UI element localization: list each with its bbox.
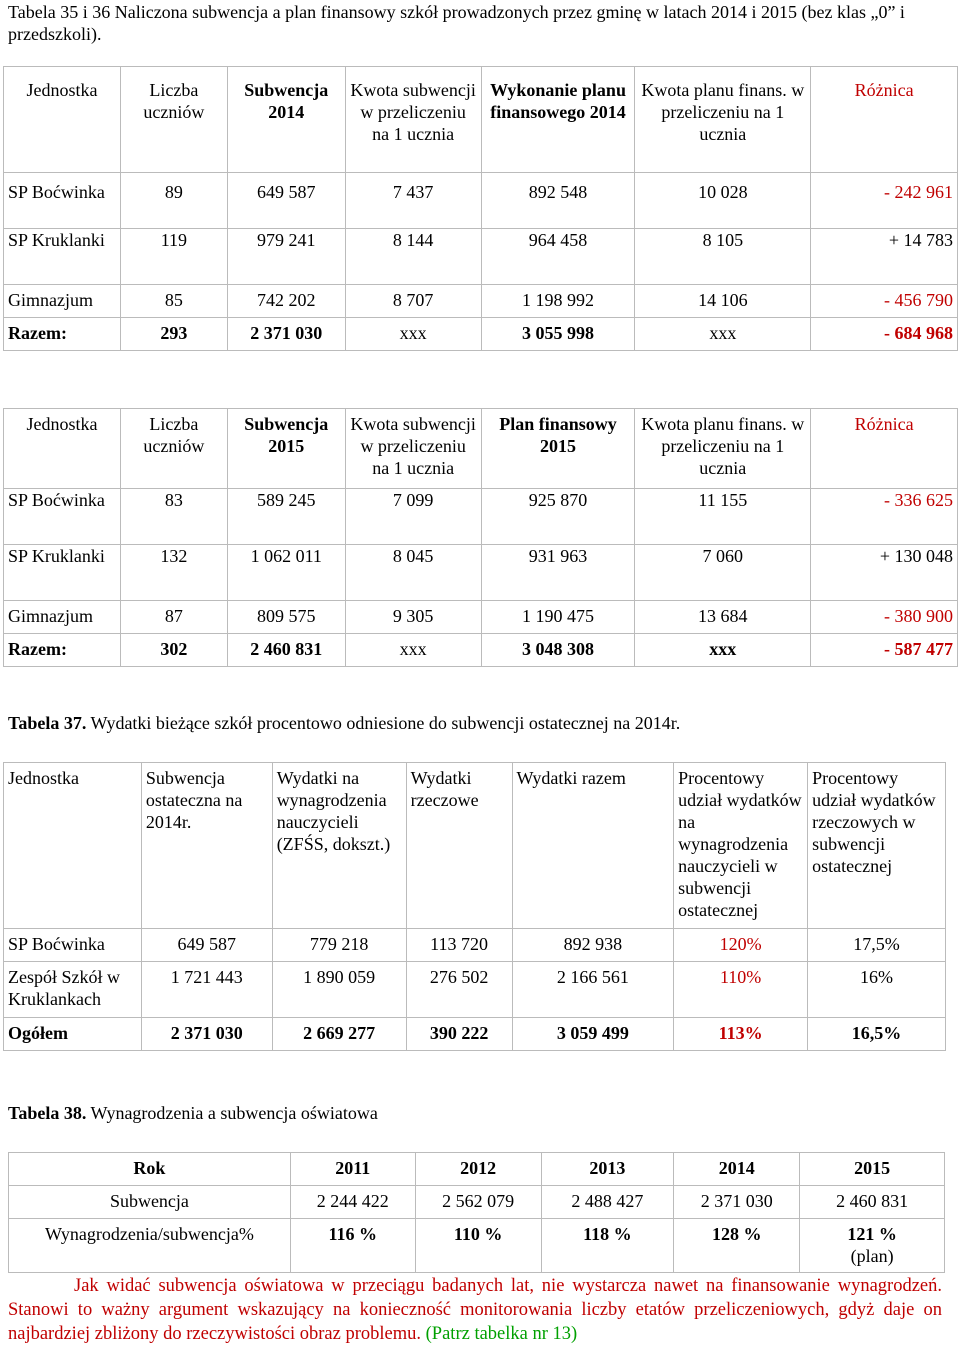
unit-cell: Ogółem bbox=[4, 1018, 142, 1051]
table-36 bbox=[3, 408, 958, 667]
caption-text: Wydatki bieżące szkół procentowo odniesione do subwencji ostatecznej na 2014r. bbox=[86, 713, 681, 733]
diff-cell: - 242 961 bbox=[811, 173, 958, 229]
conclusion-paragraph bbox=[8, 1274, 942, 1346]
document-title: Tabela 35 i 36 Naliczona subwencja a plan finansowy szkół prowadzonych przez gminę w latach 2014 i 2015 (bez klas „0” i przedszkoli). bbox=[8, 2, 905, 44]
header-cell: Subwencja ostateczna na 2014r. bbox=[141, 763, 272, 929]
plan-per-student-cell: xxx bbox=[635, 634, 811, 667]
subsidy-cell: 649 587 bbox=[141, 929, 272, 962]
table-row bbox=[4, 173, 958, 229]
header-cell: Plan finansowy 2015 bbox=[481, 409, 635, 489]
table-header-row bbox=[4, 763, 946, 929]
per-student-cell: 7 437 bbox=[345, 173, 481, 229]
unit-cell: Gimnazjum bbox=[4, 601, 121, 634]
table-row bbox=[9, 1219, 945, 1273]
unit-cell: SP Kruklanki bbox=[4, 545, 121, 601]
material-cell: 390 222 bbox=[406, 1018, 512, 1051]
per-student-cell: 8 144 bbox=[345, 229, 481, 285]
per-student-cell: xxx bbox=[345, 634, 481, 667]
header-cell: Liczba uczniów bbox=[120, 409, 227, 489]
unit-cell: SP Boćwinka bbox=[4, 489, 121, 545]
header-cell: Wydatki na wynagrodzenia nauczycieli (ZFŚS, dokszt.) bbox=[272, 763, 406, 929]
value-cell-2015 bbox=[800, 1219, 945, 1273]
plan-per-student-cell: 13 684 bbox=[635, 601, 811, 634]
plan-per-student-cell: 10 028 bbox=[635, 173, 811, 229]
header-cell: Wydatki rzeczowe bbox=[406, 763, 512, 929]
header-cell: Wykonanie planu finansowego 2014 bbox=[481, 67, 635, 173]
total-cell: 3 059 499 bbox=[512, 1018, 674, 1051]
subsidy-cell: 589 245 bbox=[227, 489, 345, 545]
diff-cell: + 130 048 bbox=[811, 545, 958, 601]
value-cell: 2 371 030 bbox=[674, 1186, 800, 1219]
salaries-cell: 1 890 059 bbox=[272, 962, 406, 1018]
value-cell: 2 488 427 bbox=[541, 1186, 674, 1219]
per-student-cell: 9 305 bbox=[345, 601, 481, 634]
header-cell: 2011 bbox=[290, 1153, 415, 1186]
diff-cell: - 684 968 bbox=[811, 318, 958, 351]
subsidy-cell: 1 721 443 bbox=[141, 962, 272, 1018]
unit-cell: SP Boćwinka bbox=[4, 173, 121, 229]
unit-cell: Razem: bbox=[4, 634, 121, 667]
table-header-row bbox=[9, 1153, 945, 1186]
plan-note: (plan) bbox=[850, 1246, 894, 1266]
header-cell: Liczba uczniów bbox=[120, 67, 227, 173]
unit-cell: Zespół Szkół w Kruklankach bbox=[4, 962, 142, 1018]
plan-cell: 1 198 992 bbox=[481, 285, 635, 318]
header-cell: Kwota subwencji w przeliczeniu na 1 ucznia bbox=[345, 409, 481, 489]
diff-cell: + 14 783 bbox=[811, 229, 958, 285]
row-label: Wynagrodzenia/subwencja% bbox=[9, 1219, 291, 1273]
table-38 bbox=[8, 1152, 945, 1273]
students-cell: 89 bbox=[120, 173, 227, 229]
table-38-caption bbox=[8, 1102, 378, 1124]
header-cell: Subwencja 2014 bbox=[227, 67, 345, 173]
caption-label: Tabela 38. bbox=[8, 1103, 87, 1123]
subsidy-cell: 979 241 bbox=[227, 229, 345, 285]
per-student-cell: 8 707 bbox=[345, 285, 481, 318]
header-cell: Wydatki razem bbox=[512, 763, 674, 929]
subsidy-cell: 1 062 011 bbox=[227, 545, 345, 601]
plan-per-student-cell: xxx bbox=[635, 318, 811, 351]
header-cell: 2014 bbox=[674, 1153, 800, 1186]
unit-cell: SP Kruklanki bbox=[4, 229, 121, 285]
per-student-cell: 8 045 bbox=[345, 545, 481, 601]
diff-cell: - 380 900 bbox=[811, 601, 958, 634]
conclusion-reference: (Patrz tabelka nr 13) bbox=[425, 1324, 578, 1344]
salaries-cell: 2 669 277 bbox=[272, 1018, 406, 1051]
value-cell: 118 % bbox=[541, 1219, 674, 1273]
total-cell: 2 166 561 bbox=[512, 962, 674, 1018]
table-row bbox=[4, 1018, 946, 1051]
salaries-cell: 779 218 bbox=[272, 929, 406, 962]
table-row bbox=[4, 601, 958, 634]
table-row bbox=[4, 229, 958, 285]
plan-per-student-cell: 7 060 bbox=[635, 545, 811, 601]
conclusion-text: Jak widać subwencja oświatowa w przeciągu badanych lat, nie wystarcza nawet na finansowanie wynagrodzeń. Stanowi to ważny argument wskazujący na konieczność monitorowania liczby etatów przeliczeniowych, gdyż daje on najbardziej zbliżony do rzeczywistości obraz problemu. bbox=[8, 1276, 942, 1344]
row-label: Subwencja bbox=[9, 1186, 291, 1219]
students-cell: 132 bbox=[120, 545, 227, 601]
pct-salaries-cell: 113% bbox=[674, 1018, 808, 1051]
unit-cell: Razem: bbox=[4, 318, 121, 351]
table-37 bbox=[3, 762, 946, 1051]
plan-cell: 3 048 308 bbox=[481, 634, 635, 667]
header-cell: Kwota subwencji w przeliczeniu na 1 ucznia bbox=[345, 67, 481, 173]
unit-cell: SP Boćwinka bbox=[4, 929, 142, 962]
table-row bbox=[4, 489, 958, 545]
table-header-row bbox=[4, 409, 958, 489]
subsidy-cell: 2 460 831 bbox=[227, 634, 345, 667]
header-cell: Subwencja 2015 bbox=[227, 409, 345, 489]
diff-cell: - 336 625 bbox=[811, 489, 958, 545]
subsidy-cell: 2 371 030 bbox=[227, 318, 345, 351]
pct-material-cell: 17,5% bbox=[808, 929, 946, 962]
diff-cell: - 587 477 bbox=[811, 634, 958, 667]
plan-per-student-cell: 8 105 bbox=[635, 229, 811, 285]
students-cell: 302 bbox=[120, 634, 227, 667]
caption-label: Tabela 37. bbox=[8, 713, 87, 733]
plan-per-student-cell: 11 155 bbox=[635, 489, 811, 545]
plan-cell: 925 870 bbox=[481, 489, 635, 545]
subsidy-cell: 809 575 bbox=[227, 601, 345, 634]
plan-cell: 892 548 bbox=[481, 173, 635, 229]
header-cell: Różnica bbox=[811, 409, 958, 489]
value-cell: 116 % bbox=[290, 1219, 415, 1273]
plan-cell: 931 963 bbox=[481, 545, 635, 601]
table-row bbox=[4, 545, 958, 601]
students-cell: 85 bbox=[120, 285, 227, 318]
students-cell: 87 bbox=[120, 601, 227, 634]
value-cell: 110 % bbox=[415, 1219, 541, 1273]
table-row bbox=[4, 929, 946, 962]
table-header-row bbox=[4, 67, 958, 173]
subsidy-cell: 742 202 bbox=[227, 285, 345, 318]
table-37-caption bbox=[8, 712, 680, 734]
table-row bbox=[4, 318, 958, 351]
value-cell: 128 % bbox=[674, 1219, 800, 1273]
header-cell: Kwota planu finans. w przeliczeniu na 1 ucznia bbox=[635, 409, 811, 489]
header-cell: Jednostka bbox=[4, 409, 121, 489]
unit-cell: Gimnazjum bbox=[4, 285, 121, 318]
table-35 bbox=[3, 66, 958, 351]
table-row bbox=[4, 634, 958, 667]
pct-material-cell: 16% bbox=[808, 962, 946, 1018]
header-cell: 2012 bbox=[415, 1153, 541, 1186]
subsidy-cell: 649 587 bbox=[227, 173, 345, 229]
material-cell: 276 502 bbox=[406, 962, 512, 1018]
ratio-2015: 121 % bbox=[847, 1224, 897, 1244]
value-cell: 2 244 422 bbox=[290, 1186, 415, 1219]
students-cell: 293 bbox=[120, 318, 227, 351]
header-cell: Kwota planu finans. w przeliczeniu na 1 ucznia bbox=[635, 67, 811, 173]
header-cell: 2015 bbox=[800, 1153, 945, 1186]
pct-material-cell: 16,5% bbox=[808, 1018, 946, 1051]
pct-salaries-cell: 120% bbox=[674, 929, 808, 962]
plan-cell: 3 055 998 bbox=[481, 318, 635, 351]
total-cell: 892 938 bbox=[512, 929, 674, 962]
plan-cell: 964 458 bbox=[481, 229, 635, 285]
material-cell: 113 720 bbox=[406, 929, 512, 962]
pct-salaries-cell: 110% bbox=[674, 962, 808, 1018]
header-cell: Jednostka bbox=[4, 763, 142, 929]
header-cell: Procentowy udział wydatków na wynagrodzenia nauczycieli w subwencji ostatecznej bbox=[674, 763, 808, 929]
header-cell: Różnica bbox=[811, 67, 958, 173]
students-cell: 83 bbox=[120, 489, 227, 545]
table-row bbox=[4, 285, 958, 318]
value-cell: 2 460 831 bbox=[800, 1186, 945, 1219]
plan-cell: 1 190 475 bbox=[481, 601, 635, 634]
header-cell: Rok bbox=[9, 1153, 291, 1186]
students-cell: 119 bbox=[120, 229, 227, 285]
value-cell: 2 562 079 bbox=[415, 1186, 541, 1219]
per-student-cell: 7 099 bbox=[345, 489, 481, 545]
subsidy-cell: 2 371 030 bbox=[141, 1018, 272, 1051]
plan-per-student-cell: 14 106 bbox=[635, 285, 811, 318]
header-cell: 2013 bbox=[541, 1153, 674, 1186]
table-row bbox=[4, 962, 946, 1018]
diff-cell: - 456 790 bbox=[811, 285, 958, 318]
header-cell: Procentowy udział wydatków rzeczowych w subwencji ostatecznej bbox=[808, 763, 946, 929]
per-student-cell: xxx bbox=[345, 318, 481, 351]
caption-text: Wynagrodzenia a subwencja oświatowa bbox=[86, 1103, 378, 1123]
header-cell: Jednostka bbox=[4, 67, 121, 173]
table-row bbox=[9, 1186, 945, 1219]
